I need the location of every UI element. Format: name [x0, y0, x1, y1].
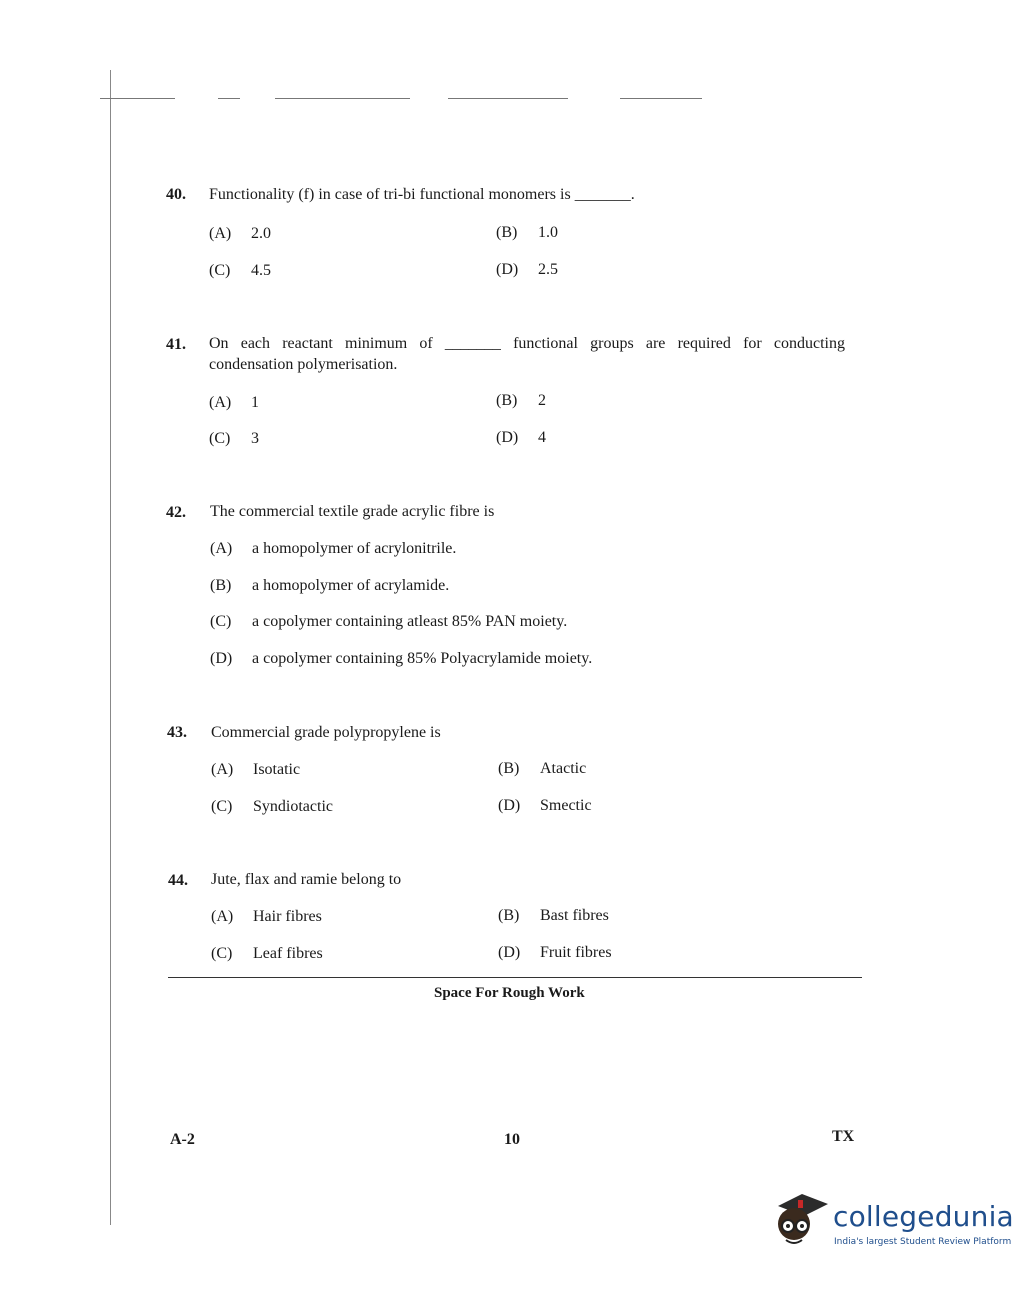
rough-work-label: Space For Rough Work: [434, 985, 585, 1001]
option: [496, 429, 546, 447]
question-text: Commercial grade polypropylene is: [211, 724, 441, 741]
option-text: 1.0: [538, 224, 558, 241]
brand-name: collegedunia: [833, 1200, 1014, 1233]
option: [496, 261, 558, 279]
option: [210, 577, 449, 595]
option-label: (A): [209, 394, 232, 411]
header-dash: [275, 98, 410, 99]
option-text: a copolymer containing 85% Polyacrylamide moiety.: [252, 650, 593, 667]
question-number: 43.: [167, 724, 187, 741]
option: [498, 944, 612, 962]
option: [211, 798, 333, 816]
header-dash: [100, 98, 175, 99]
option-label: (C): [210, 613, 232, 630]
question-text: The commercial textile grade acrylic fibre is: [210, 503, 495, 520]
option: [498, 907, 609, 925]
option-text: 2: [538, 392, 546, 409]
option: [209, 225, 271, 243]
option: [498, 797, 592, 815]
brand-tagline: India's largest Student Review Platform: [834, 1237, 1012, 1247]
option-label: (A): [211, 761, 234, 778]
option-label: (A): [209, 225, 232, 242]
option-text: a homopolymer of acrylonitrile.: [252, 540, 457, 557]
option-label: (D): [210, 650, 233, 667]
question-number: 40.: [166, 186, 186, 203]
option-text: 2.0: [251, 225, 271, 242]
option-text: Leaf fibres: [253, 945, 323, 962]
option-label: (C): [211, 798, 233, 815]
option: [496, 224, 558, 242]
question-text: Functionality (f) in case of tri-bi functional monomers is _______.: [209, 186, 635, 203]
option-text: 4: [538, 429, 546, 446]
option-text: Hair fibres: [253, 908, 322, 925]
option: [496, 392, 546, 410]
option-text: 1: [251, 394, 259, 411]
option: [498, 760, 586, 778]
question-number: 44.: [168, 872, 188, 889]
page-number: 10: [504, 1131, 520, 1148]
option-text: Smectic: [540, 797, 592, 814]
option-text: a homopolymer of acrylamide.: [252, 577, 450, 594]
option: [210, 613, 567, 631]
question-text: On each reactant minimum of _______ functional groups are required for conducting: [209, 335, 845, 352]
option: [211, 945, 323, 963]
option-text: 3: [251, 430, 259, 447]
option: [209, 262, 271, 280]
option-label: (D): [498, 797, 521, 814]
question-number: 41.: [166, 336, 186, 353]
option: [210, 540, 456, 558]
option-label: (B): [496, 224, 518, 241]
option-text: Isotatic: [253, 761, 301, 778]
option: [210, 650, 592, 668]
option-label: (B): [498, 907, 520, 924]
booklet-code: A-2: [170, 1131, 195, 1148]
option-label: (D): [496, 261, 519, 278]
option-label: (B): [210, 577, 232, 594]
header-dash: [448, 98, 568, 99]
option-text: Syndiotactic: [253, 798, 333, 815]
option-label: (A): [210, 540, 233, 557]
option: [209, 430, 259, 448]
option: [211, 761, 300, 779]
graduate-mascot-icon: [772, 1188, 832, 1250]
option-label: (D): [498, 944, 521, 961]
option-label: (C): [209, 430, 231, 447]
paper-code: TX: [832, 1128, 855, 1145]
option-label: (B): [496, 392, 518, 409]
option: [209, 394, 259, 412]
option-text: Atactic: [540, 760, 587, 777]
option-label: (D): [496, 429, 519, 446]
option-text: Bast fibres: [540, 907, 609, 924]
option-text: a copolymer containing atleast 85% PAN moiety.: [252, 613, 568, 630]
margin-line: [110, 70, 111, 1225]
divider: [168, 977, 862, 978]
question-text: Jute, flax and ramie belong to: [211, 871, 402, 888]
option-text: 2.5: [538, 261, 558, 278]
question-text-continued: condensation polymerisation.: [209, 356, 398, 373]
header-dash: [218, 98, 240, 99]
option-label: (A): [211, 908, 234, 925]
option-label: (B): [498, 760, 520, 777]
option-text: 4.5: [251, 262, 271, 279]
option-text: Fruit fibres: [540, 944, 612, 961]
option-label: (C): [209, 262, 231, 279]
question-number: 42.: [166, 504, 186, 521]
option: [211, 908, 322, 926]
header-dash: [620, 98, 702, 99]
option-label: (C): [211, 945, 233, 962]
